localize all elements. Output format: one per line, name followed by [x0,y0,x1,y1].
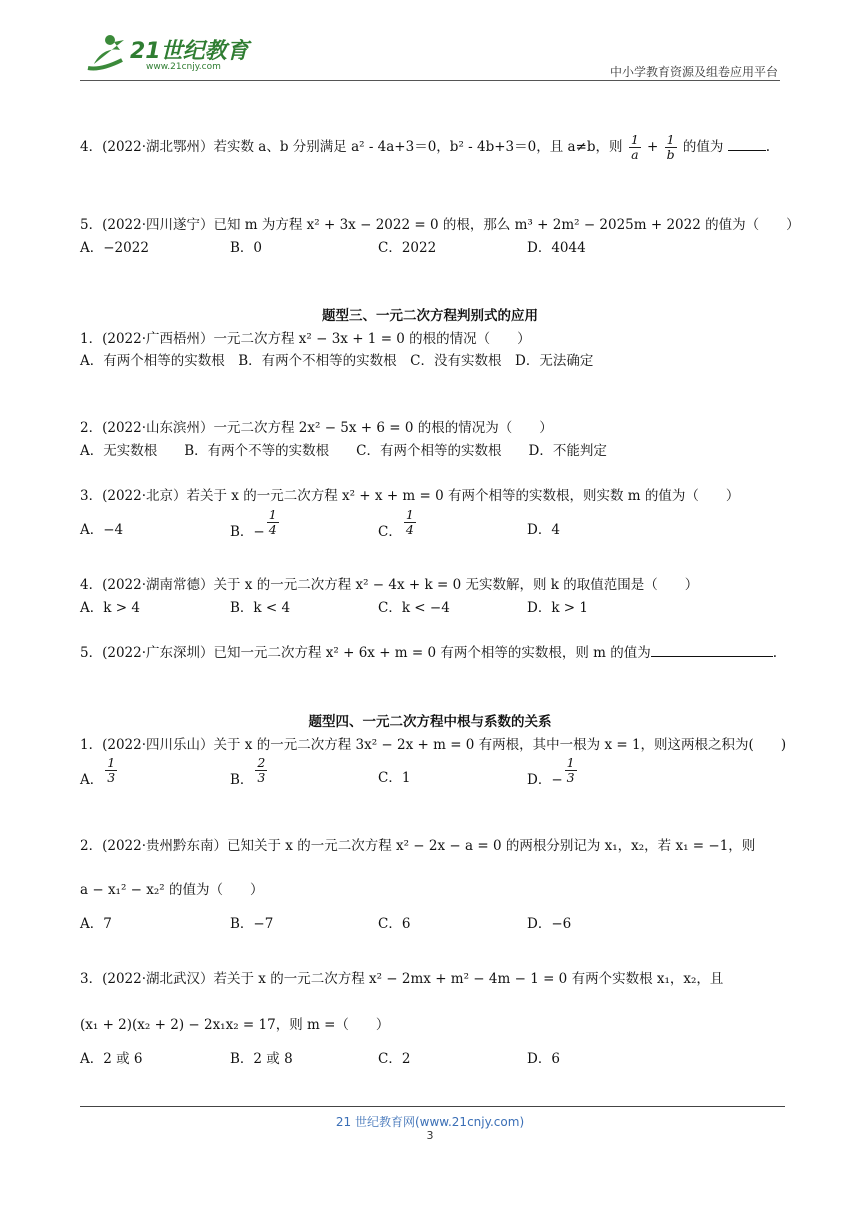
option-b[interactable]: B．2 或 8 [230,1051,293,1067]
logo-url: www.21cnjy.com [146,62,221,72]
option-a[interactable]: A．k > 4 [80,600,140,616]
logo-text: 21世纪教育 [130,39,249,64]
answer-blank[interactable] [651,656,773,657]
option-a[interactable]: A．7 [80,916,112,932]
option-b[interactable]: B．− $\frac{1}{4}$ [230,507,277,540]
question-s4-1: 1．(2022·四川乐山）关于 x 的一元二次方程 3x² − 2x + m = 0 有两根，其中一根为 x = 1，则这两根之积为( ) [80,737,787,753]
option-d[interactable]: D．6 [527,1051,560,1067]
options-s2-5 [80,236,780,256]
section-title-3: 题型三、一元二次方程判别式的应用 [322,308,538,324]
option-d[interactable]: D．4 [527,522,560,538]
question-s4-2: 2．(2022·贵州黔东南）已知关于 x 的一元二次方程 x² − 2x − a = 0 的两根分别记为 x₁，x₂，若 x₁ = −1，则 [80,838,756,854]
option-d[interactable]: D．4044 [527,240,586,256]
page-number: 3 [426,1129,434,1142]
option-c[interactable]: C．1 [378,770,411,786]
options-s3-4 [80,596,780,616]
answer-blank[interactable] [728,150,766,151]
question-s2-5: 5．(2022·四川遂宁）已知 m 为方程 x² + 3x − 2022 = 0 的根，那么 m³ + 2m² − 2025m + 2022 的值为（ ） [80,217,800,233]
options-s4-1 [80,756,780,796]
question-text: 4．(2022·湖北鄂州）若实数 a、b 分别满足 a² - 4a+3＝0，b² - 4b+3＝0，且 a≠b，则 [80,138,623,155]
question-s4-3-cont: (x₁ + 2)(x₂ + 2) − 2x₁x₂ = 17，则 m =（ ） [80,1017,390,1033]
option-d[interactable]: D．− $\frac{1}{3}$ [527,755,575,788]
option-a[interactable]: A．2 或 6 [80,1051,143,1067]
header-right-text: 中小学教育资源及组卷应用平台 [609,65,778,79]
logo [80,30,280,76]
question-s3-4: 4．(2022·湖南常德）关于 x 的一元二次方程 x² − 4x + k = 0 无实数解，则 k 的取值范围是（ ） [80,577,699,593]
option-b[interactable]: B． $\frac{2}{3}$ [230,755,266,788]
option-a[interactable]: A．−2022 [80,240,149,256]
option-b[interactable]: B．k < 4 [230,600,291,616]
options-s4-3 [80,1047,780,1067]
header-divider [80,80,780,81]
fraction-1-over-a: $\frac{1}{a}$ [630,132,639,162]
option-d[interactable]: D．−6 [527,916,572,932]
question-s3-3: 3．(2022·北京）若关于 x 的一元二次方程 x² + x + m = 0 有两个相等的实数根，则实数 m 的值为（ ） [80,488,740,504]
question-s4-2-cont: a − x₁² − x₂² 的值为（ ） [80,882,264,898]
question-s2-4: 4．(2022·湖北鄂州）若实数 a、b 分别满足 a² - 4a+3＝0，b² - 4b+3＝0，且 a≠b，则 $\frac{1}{a}$ + $\frac{1}{b}$ 的值为 . [80,132,771,162]
options-s3-1[interactable]: A．有两个相等的实数根 B．有两个不相等的实数根 C．没有实数根 D．无法确定 [80,353,594,369]
option-a[interactable]: A． $\frac{1}{3}$ [80,755,116,788]
question-s3-1: 1．(2022·广西梧州）一元二次方程 x² − 3x + 1 = 0 的根的情况（ ） [80,331,531,347]
option-b[interactable]: B．0 [230,240,263,256]
section-title-4: 题型四、一元二次方程中根与系数的关系 [308,714,552,730]
question-s3-2: 2．(2022·山东滨州）一元二次方程 2x² − 5x + 6 = 0 的根的情况为（ ） [80,420,553,436]
option-c[interactable]: C．k < −4 [378,600,450,616]
question-s3-5: 5．(2022·广东深圳）已知一元二次方程 x² + 6x + m = 0 有两个相等的实数根，则 m 的值为 . [80,645,778,661]
option-d[interactable]: D．k > 1 [527,600,588,616]
options-s4-2 [80,912,780,932]
option-c[interactable]: C．2 [378,1051,411,1067]
option-c[interactable]: C． $\frac{1}{4}$ [378,507,414,540]
question-s4-3: 3．(2022·湖北武汉）若关于 x 的一元二次方程 x² − 2mx + m² − 4m − 1 = 0 有两个实数根 x₁，x₂，且 [80,971,724,987]
footer-divider [80,1106,785,1107]
footer-link[interactable]: 21 世纪教育网(www.21cnjy.com) [335,1115,525,1129]
fraction-1-over-b: $\frac{1}{b}$ [666,132,675,162]
option-c[interactable]: C．6 [378,916,411,932]
option-a[interactable]: A．−4 [80,522,124,538]
option-c[interactable]: C．2022 [378,240,437,256]
options-s3-2[interactable]: A．无实数根 B．有两个不等的实数根 C．有两个相等的实数根 D．不能判定 [80,443,607,459]
option-b[interactable]: B．−7 [230,916,274,932]
options-s3-3 [80,508,780,548]
